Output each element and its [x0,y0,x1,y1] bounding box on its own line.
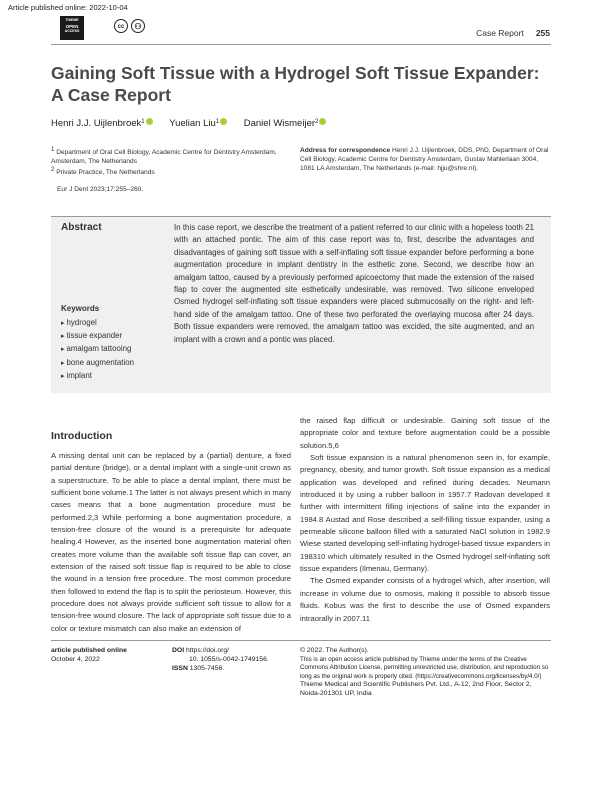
affiliation-item: 1 Department of Oral Cell Biology, Academic Centre for Dentistry Amsterdam, Amsterdam, The Netherlands [51,147,277,165]
author-name: Henri J.J. Uijlenbroek [51,118,142,129]
abstract-heading: Abstract [61,222,102,233]
logo-line3: ACCESS [64,29,80,33]
footer-rule [51,640,551,641]
published-online-banner: Article published online: 2022-10-04 [8,3,128,12]
thieme-open-access-logo [60,16,84,40]
paragraph: the raised flap difficult or undesirable. Gaining soft tissue of the appropriate color and texture before augmentation could be a possible solution.5,6 [300,416,550,450]
introduction-right-column [300,415,550,625]
author-affil-sup: 1 [141,119,145,125]
pub-date: October 4, 2022 [51,655,100,663]
keyword-item: ▸ tissue expander [61,330,134,343]
page-number: 255 [535,28,550,38]
issn-value: 1305-7456. [189,664,225,672]
orcid-icon[interactable] [319,118,326,125]
issn-label: ISSN [172,664,188,672]
header-rule [51,44,551,45]
orcid-icon[interactable] [146,118,153,125]
author-name: Yuelian Liu [169,118,216,129]
journal-citation: Eur J Dent 2023;17:255–260. [57,186,144,193]
affiliations [51,146,281,177]
attribution-icon: ⚇ [131,19,145,33]
keyword-item: ▸ amalgam tattooing [61,343,134,356]
correspondence-label: Address for correspondence [300,147,391,154]
creative-commons-icon: cc [114,19,128,33]
author-name: Daniel Wismeijer [243,118,316,129]
orcid-icon[interactable] [220,118,227,125]
keyword-item: ▸ bone augmentation [61,357,134,370]
pub-label: article published online [51,647,127,654]
abstract-text: In this case report, we describe the treatment of a patient referred to our clinic with a hopeless tooth 21 with an attached pontic. The aim of this case report was to, first, describe the advantages and disadvantages of gaining soft tissue with a self-inflating soft tissue expander before performing a bone augmentation procedure in implant dentistry in the esthetic zone. Second, we describe how an amalgam tattoo, caused by a previously performed apicoectomy that made the extension of the raised flap to cover the augmented site esthetically undesirable, was removed. Two silicone enveloped Osmed hydrogel self-inflating soft tissue expanders were placed submucosally on the right- and left-hand side of the amalgam tattoo. One of these two perforated the overlaying mucosa after 24 days. Both tissue expanders were removed, the amalgam tattoo was excided, the site augmented, and an implant with a crown and a pontic was placed. [174,223,534,344]
keyword-item: ▸ implant [61,370,134,383]
doi-label: DOI [172,647,185,654]
article-title: Gaining Soft Tissue with a Hydrogel Soft Tissue Expander: A Case Report [51,63,540,105]
doi-block [172,647,269,673]
paragraph: The Osmed expander consists of a hydrogel which, after insertion, will increase in volume due to osmosis, making it possible to absorb tissue fluids. Kobus was the first to describe the use of Osmed expanders intraorally in 2007.11 [300,576,550,623]
running-header [476,28,550,38]
doi-value: 10. 1055/s-0042-1749156. [189,655,269,663]
doi-link[interactable]: https://doi.org/ [185,647,230,654]
logo-line1: THIEME [65,18,79,22]
license-block [300,647,552,698]
keyword-item: ▸ hydrogel [61,317,134,330]
correspondence-address [300,146,550,173]
author-list [51,118,326,129]
publication-date-block [51,647,127,665]
keywords-heading: Keywords [61,304,100,313]
author-affil-sup: 2 [315,119,319,125]
author-affil-sup: 1 [215,119,220,125]
section-label: Case Report [476,28,524,38]
affiliation-item: 2 Private Practice, The Netherlands [51,167,155,176]
introduction-heading: Introduction [51,430,113,442]
license-text: This is an open access article published by Thieme under the terms of the Creative Commons Attribution License, permitting unrestricted use, distribution, and reproduction so long as the original work is properly cited. (https://creativecommons.org/licenses/by/4.0/) [300,655,549,680]
logo-line2: OPEN [65,23,79,29]
correspondence-text: Henri J.J. Uijlenbroek, DDS, PhD, Department of Oral Cell Biology, Academic Centre for Dentistry Amsterdam, Gustav Mahlerlaan 3004, 1081 LA Amsterdam, The Netherlands (e-mail: hjju@shre.nl). [300,147,549,172]
paragraph: Soft tissue expansion is a natural phenomenon seen in, for example, pregnancy, obesity, and tumor growth. Soft tissue expansion as a medical application was developed and refined during decades. Neumann introduced it by using a rubber balloon in 1957.7 Radovan developed it further with intermittent filling injections of saline into the expander in 1984.8 Austad and Rose described a self-filling tissue expander, using a permeable silicone balloon filled with a saturated NaCl solution in 1982.9 Wiese started developing self-inflating hydrogel-based tissue expanders in 198310 which ultimately resulted in the Osmed hydrogel self-inflating soft tissue expanders (Ilmenau, Germany). [300,453,550,574]
keywords-list [61,317,134,383]
publisher-address: Thieme Medical and Scientific Publishers Pvt. Ltd., A-12, 2nd Floor, Sector 2, Noida-201301 UP, India [300,681,532,697]
copyright: © 2022. The Author(s). [300,647,369,654]
introduction-left-column: A missing dental unit can be replaced by a (partial) denture, a fixed partial denture (bridge), or a dental implant with a single-unit crown as a superstructure. To be able to place a dental implant, there must be sufficient bone volume.1 The latter is not always present which in many cases means that a bone augmentation procedure must be performed.2,3 While performing a bone augmentation procedure, a tension-free closure of the wound is a prerequisite for adequate healing.4 However, as the inserted bone augmentation material often creates more volume than the available soft tissue flap can cover, an extension of the raised soft tissue flap is required to be able to close the wound in a tension free procedure. The most common procedure then followed to extend the flap is to split the periosteum. However, this procedure does not always provide sufficient soft tissue to allow for a tension-free wound closure. The lack of appropriate soft tissue due to a color or texture mismatch can also make an extension of [51,451,291,633]
